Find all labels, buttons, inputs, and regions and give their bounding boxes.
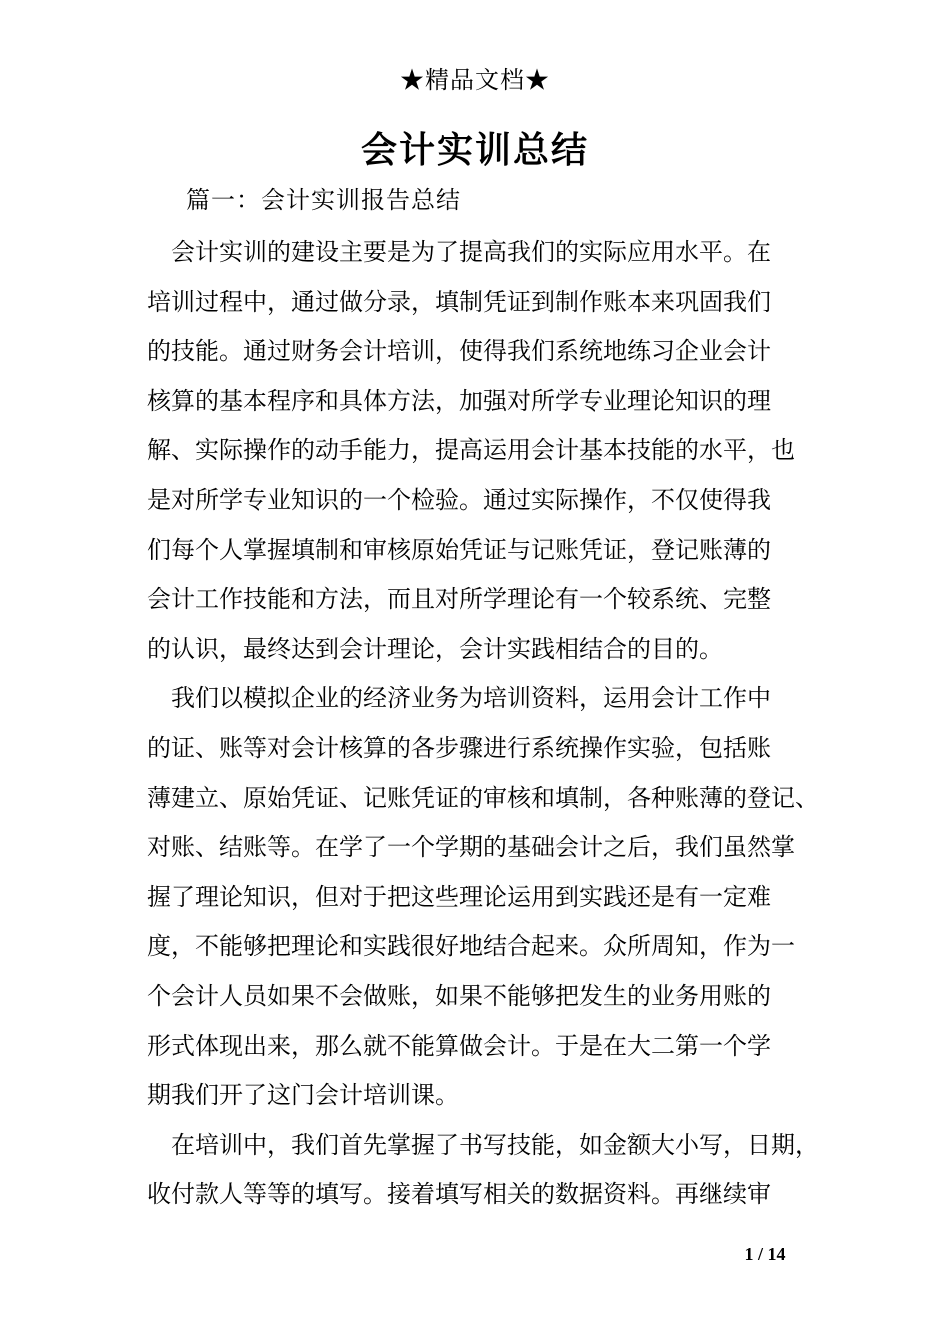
text-line: 会计实训的建设主要是为了提高我们的实际应用水平。在 (171, 238, 771, 266)
text-line: 个会计人员如果不会做账，如果不能够把发生的业务用账的 (147, 981, 771, 1010)
paragraph-1 (147, 228, 813, 674)
text-line: 是对所学专业知识的一个检验。通过实际操作，不仅使得我 (147, 485, 771, 514)
paragraph-2 (147, 674, 819, 1120)
body-text (147, 228, 819, 1220)
text-line: 度，不能够把理论和实践很好地结合起来。众所周知，作为一 (147, 932, 795, 961)
text-line: 的技能。通过财务会计培训，使得我们系统地练习企业会计 (147, 337, 771, 366)
text-line: 的认识，最终达到会计理论，会计实践相结合的目的。 (147, 634, 723, 663)
text-line: 对账、结账等。在学了一个学期的基础会计之后，我们虽然掌 (147, 833, 795, 862)
document-title: 会计实训总结 (360, 129, 589, 171)
text-line: 们每个人掌握填制和审核原始凭证与记账凭证，登记账薄的 (147, 535, 771, 564)
text-line: 培训过程中，通过做分录，填制凭证到制作账本来巩固我们 (147, 287, 771, 316)
text-line: 期我们开了这门会计培训课。 (147, 1081, 459, 1110)
text-line: 握了理论知识，但对于把这些理论运用到实践还是有一定难 (147, 882, 771, 911)
page-number: 1 / 14 (744, 1244, 786, 1264)
text-line: 解、实际操作的动手能力，提高运用会计基本技能的水平，也 (147, 436, 795, 465)
text-line: 收付款人等等的填写。接着填写相关的数据资料。再继续审 (147, 1180, 771, 1209)
text-line: 的证、账等对会计核算的各步骤进行系统操作实验，包括账 (147, 733, 771, 762)
text-line: 薄建立、原始凭证、记账凭证的审核和填制，各种账薄的登记、 (147, 783, 819, 812)
text-line: 在培训中，我们首先掌握了书写技能，如金额大小写，日期， (171, 1130, 819, 1159)
text-line: 会计工作技能和方法，而且对所学理论有一个较系统、完整 (147, 585, 771, 614)
text-line: 我们以模拟企业的经济业务为培训资料，运用会计工作中 (171, 684, 771, 713)
section-heading: 篇一：会计实训报告总结 (186, 186, 461, 214)
text-line: 核算的基本程序和具体方法，加强对所学专业理论知识的理 (147, 386, 771, 415)
text-line: 形式体现出来，那么就不能算做会计。于是在大二第一个学 (147, 1031, 771, 1060)
header-mark: ★精品文档★ (400, 66, 550, 94)
paragraph-3 (147, 1121, 819, 1220)
